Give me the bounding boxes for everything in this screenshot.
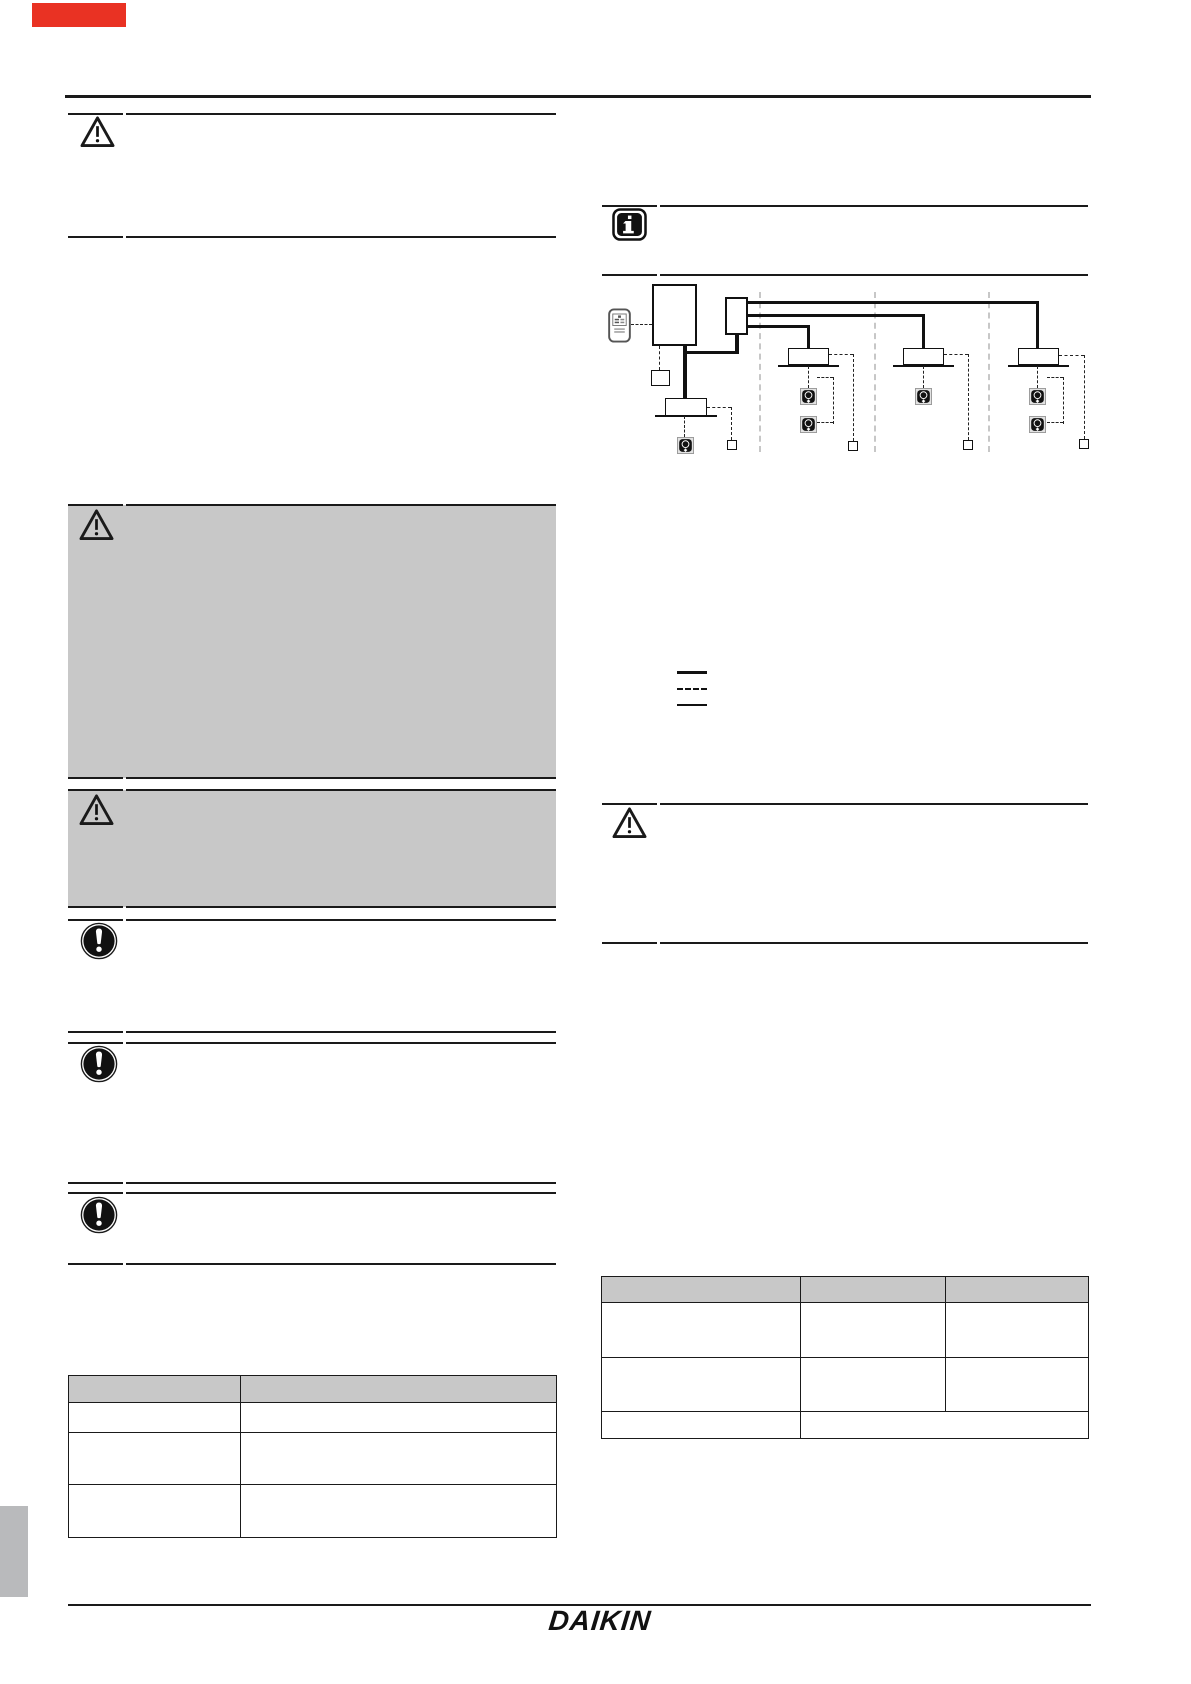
table-row (602, 1358, 1089, 1412)
diagram-dashed-wire (707, 407, 731, 408)
wired-remote-controller-icon (608, 308, 631, 343)
section-rule (68, 504, 556, 506)
terminal-square (727, 440, 737, 450)
left-table (68, 1375, 557, 1538)
terminal-square (963, 440, 973, 450)
diagram-dashed-wire (1084, 355, 1085, 439)
section-rule (68, 906, 556, 908)
section-rule (68, 1182, 556, 1184)
section-rule (68, 113, 556, 115)
terminal-square (1079, 439, 1089, 449)
wall-remote-controller-icon (800, 416, 817, 433)
table-cell-merged (801, 1412, 1089, 1439)
notice-exclamation-icon (80, 1196, 118, 1234)
diagram-wire (735, 335, 739, 354)
section-rule (68, 236, 556, 238)
section-rule (68, 789, 556, 791)
terminal-square (848, 441, 858, 451)
diagram-dashed-wire (923, 366, 924, 388)
table-header-cell (801, 1277, 946, 1303)
table-header-cell (946, 1277, 1089, 1303)
diagram-dashed-wire (968, 354, 969, 440)
diagram-dashed-wire (1059, 355, 1084, 356)
table-cell (602, 1412, 801, 1439)
wall-remote-controller-icon (800, 388, 817, 405)
diagram-wire (922, 314, 925, 348)
wall-remote-controller-icon (1029, 388, 1046, 405)
diagram-wire (1036, 301, 1039, 348)
ceiling-line (655, 415, 717, 417)
diagram-wire (748, 301, 1039, 304)
diagram-dashed-wire (1047, 422, 1063, 423)
diagram-dashed-wire (684, 416, 685, 437)
branch-box (725, 297, 748, 335)
section-rule (602, 205, 1088, 207)
warning-callout-box (68, 790, 556, 907)
info-icon (612, 208, 647, 241)
table-cell (602, 1303, 801, 1358)
daikin-logo: DAIKIN (547, 1605, 653, 1636)
ceiling-line (1008, 365, 1069, 367)
table-cell (801, 1358, 946, 1412)
diagram-dashed-wire (1047, 377, 1063, 378)
legend-solid-thin-line (677, 704, 707, 706)
diagram-dashed-wire (808, 366, 809, 388)
section-rule (68, 777, 556, 779)
warning-triangle-icon (79, 509, 114, 541)
section-rule (68, 1042, 556, 1044)
wall-remote-controller-icon (915, 388, 932, 405)
section-rule (602, 803, 1088, 805)
table-cell (69, 1403, 241, 1433)
diagram-dashed-wire (853, 354, 854, 441)
table-cell (946, 1303, 1089, 1358)
warning-callout-box (68, 505, 556, 778)
table-header-cell (69, 1376, 241, 1403)
wall-remote-controller-icon (677, 437, 694, 454)
warning-triangle-icon (79, 794, 114, 826)
table-header-row (602, 1277, 1089, 1303)
table-row (69, 1485, 557, 1538)
diagram-dashed-wire (817, 377, 833, 378)
table-cell (69, 1433, 241, 1485)
adapter-box (651, 370, 670, 386)
side-tab (0, 1506, 28, 1597)
warning-triangle-icon (80, 116, 115, 148)
diagram-dashed-wire (833, 377, 834, 424)
table-cell (241, 1433, 557, 1485)
table-row (69, 1403, 557, 1433)
diagram-wire (748, 325, 810, 328)
diagram-dashed-wire (817, 422, 833, 423)
table-row (602, 1412, 1089, 1439)
right-table (601, 1276, 1089, 1439)
diagram-dashed-wire (1037, 366, 1038, 388)
table-header-cell (241, 1376, 557, 1403)
table-cell (241, 1403, 557, 1433)
diagram-dashed-wire (829, 354, 853, 355)
diagram-wire (807, 325, 810, 348)
diagram-wire (685, 351, 739, 355)
table-header-cell (602, 1277, 801, 1303)
indoor-unit (1018, 348, 1059, 365)
red-marker (32, 3, 126, 27)
section-rule (68, 1192, 556, 1194)
warning-triangle-icon (612, 807, 647, 839)
legend-solid-thick-line (677, 671, 707, 674)
indoor-unit (903, 348, 944, 365)
notice-exclamation-icon (80, 1045, 118, 1083)
partition-line (988, 292, 990, 452)
outdoor-unit (652, 284, 697, 346)
diagram-dashed-wire (631, 324, 652, 325)
table-cell (241, 1485, 557, 1538)
diagram-dashed-wire (731, 407, 732, 440)
table-cell (946, 1358, 1089, 1412)
section-rule (68, 1031, 556, 1033)
legend-dashed-line (677, 688, 707, 690)
table-cell (69, 1485, 241, 1538)
section-rule (68, 919, 556, 921)
indoor-unit (788, 348, 829, 365)
indoor-unit (665, 398, 707, 416)
section-rule (602, 942, 1088, 944)
diagram-dashed-wire (1063, 377, 1064, 424)
table-cell (602, 1358, 801, 1412)
wall-remote-controller-icon (1029, 416, 1046, 433)
notice-exclamation-icon (80, 922, 118, 960)
table-cell (801, 1303, 946, 1358)
section-rule (68, 1263, 556, 1265)
table-row (69, 1433, 557, 1485)
wiring-diagram (602, 275, 1088, 457)
table-row (602, 1303, 1089, 1358)
table-header-row (69, 1376, 557, 1403)
page-top-rule (65, 95, 1091, 98)
diagram-wire (748, 314, 925, 317)
diagram-dashed-wire (944, 354, 968, 355)
diagram-dashed-wire (659, 346, 660, 370)
